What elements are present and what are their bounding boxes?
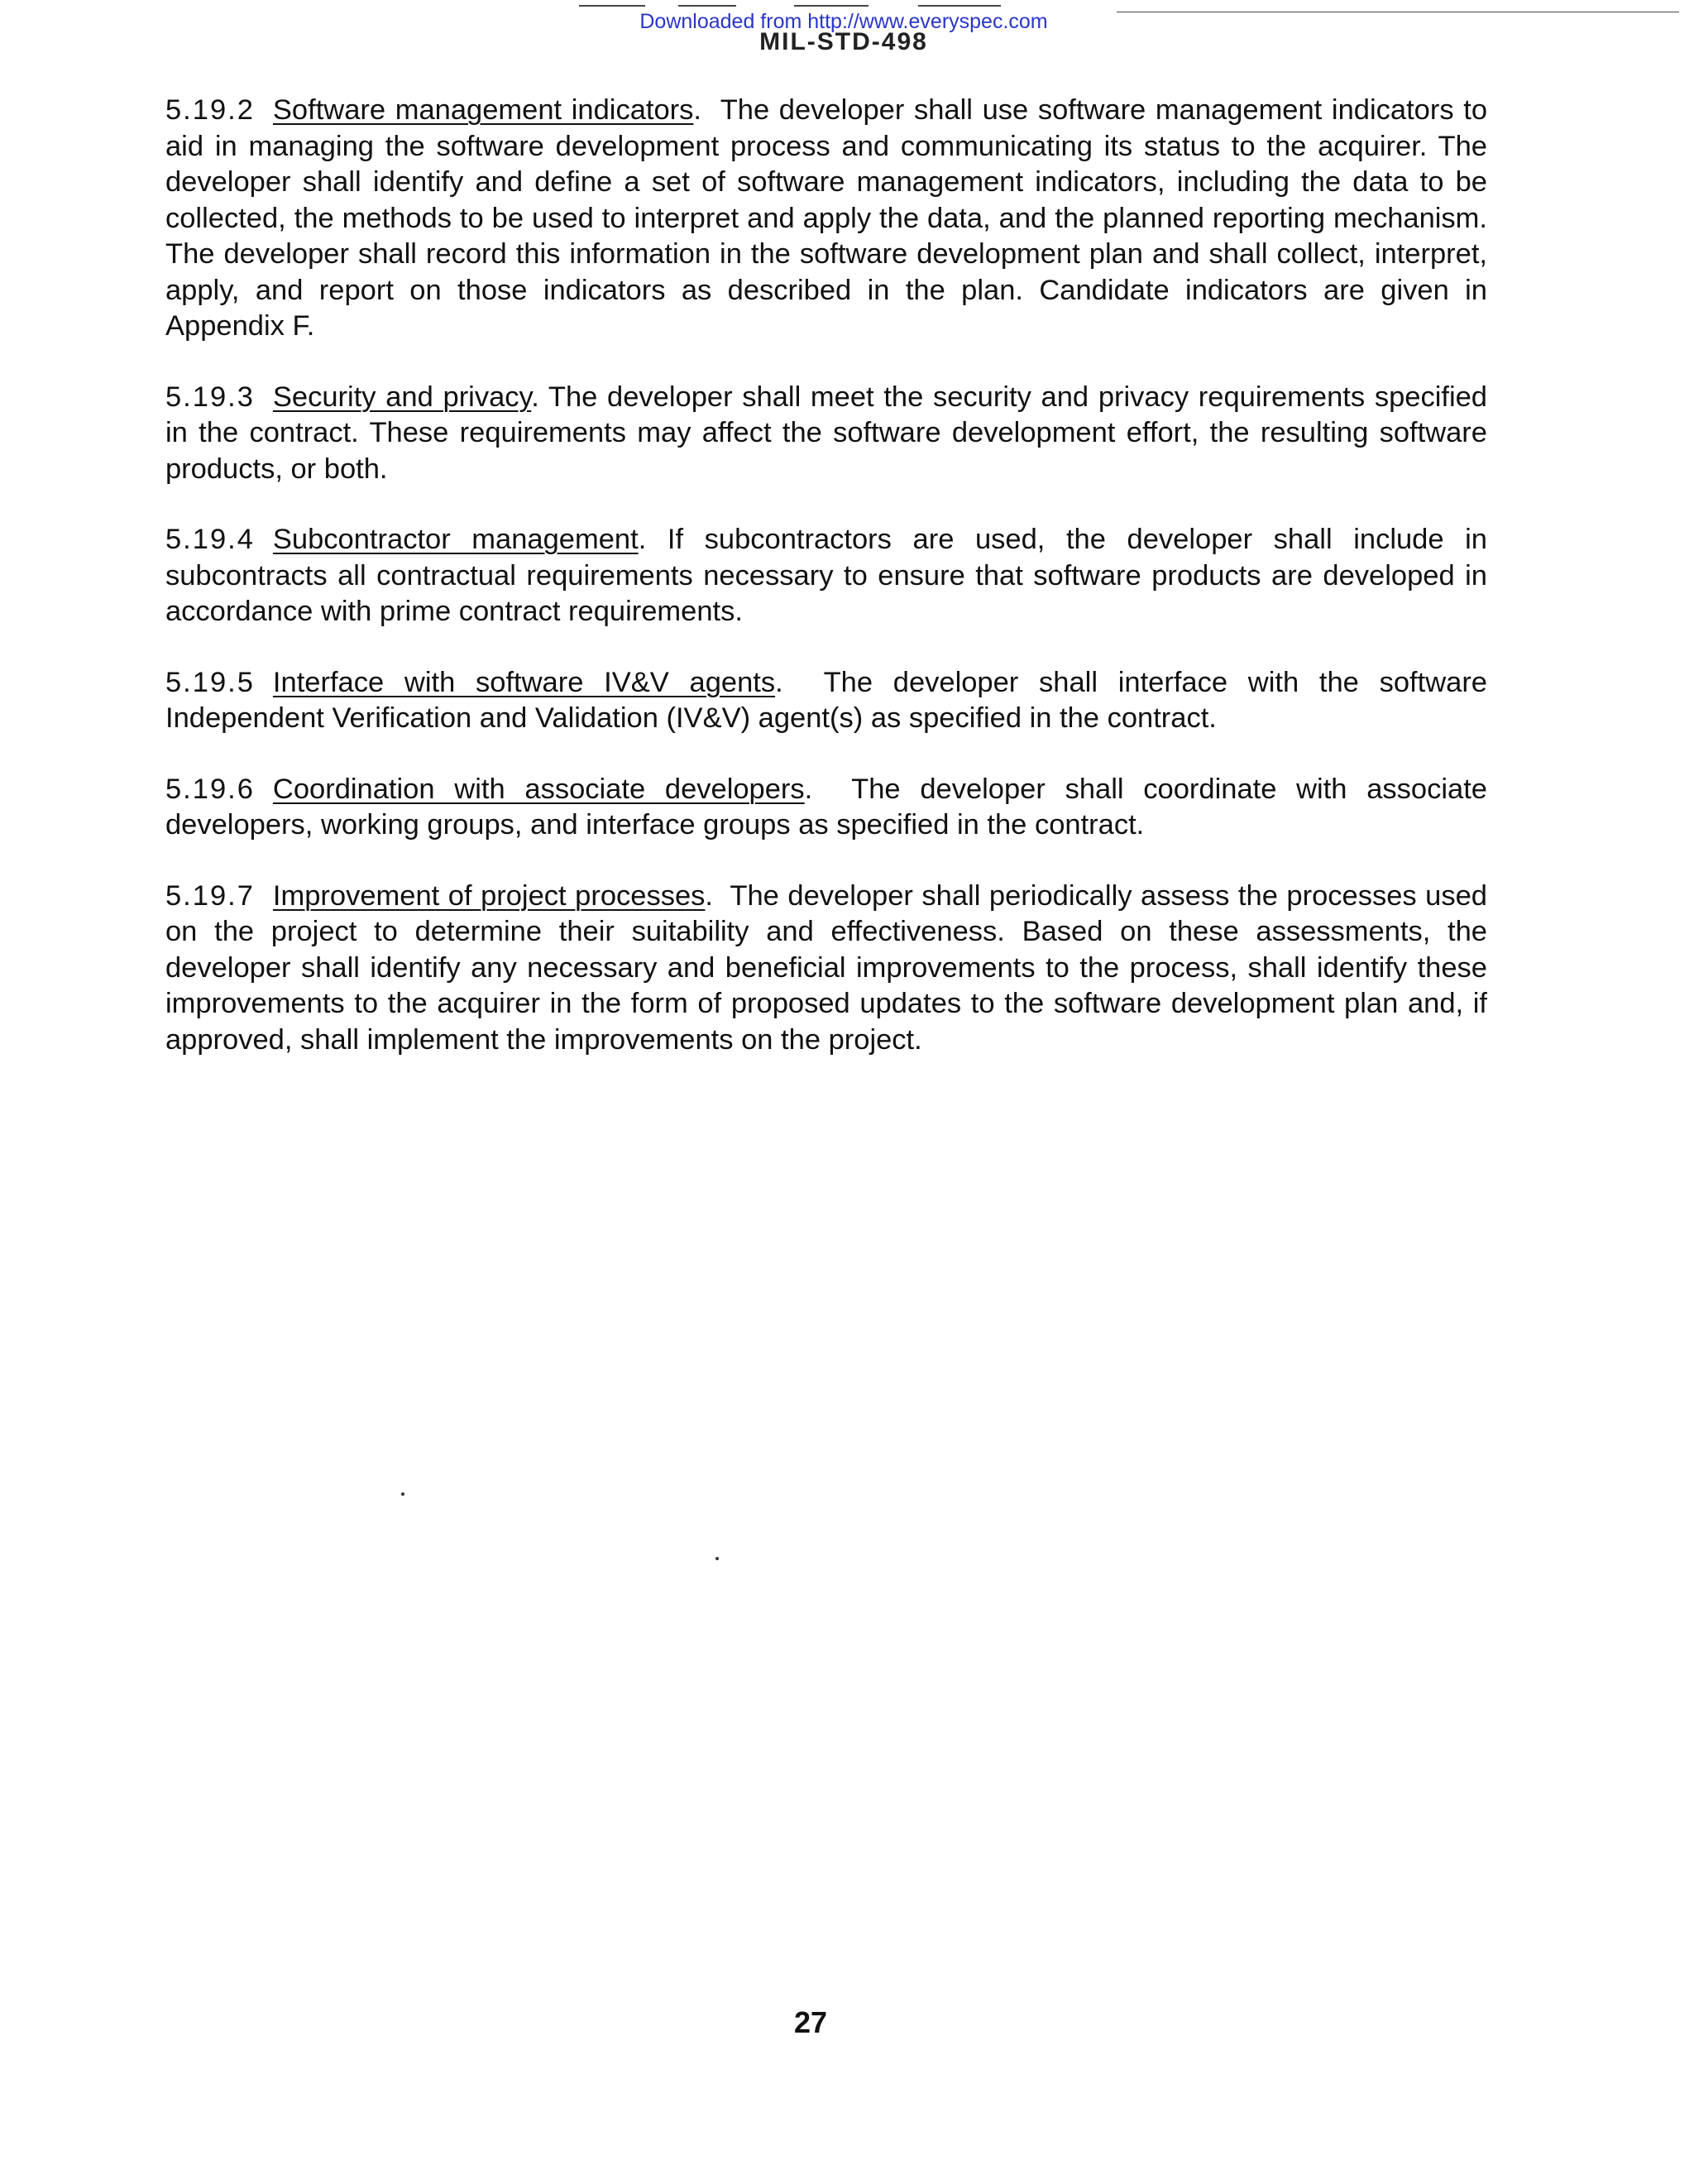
section-heading: Improvement of project processes	[272, 879, 706, 912]
page-number: 27	[793, 2005, 828, 2039]
section-heading: Software management indicators	[272, 94, 694, 126]
document-number: MIL-STD-498	[759, 28, 928, 55]
paragraph-5-19-6: 5.19.6 Coordination with associate developers. The developer shall coordinate with associate developers, working groups, and interface groups as specified in the contract.	[165, 773, 1487, 841]
paragraph-5-19-4: 5.19.4 Subcontractor management. If subcontractors are used, the developer shall include in subcontracts all contractual requirements necessary to ensure that software products are developed in accordance with prime contract requirements.	[165, 524, 1487, 627]
section-body: The developer shall coordinate with associate developers, working groups, and interface groups as specified in the contract.	[165, 773, 1487, 841]
header-rule	[918, 5, 1001, 7]
section-number: 5.19.3	[165, 381, 255, 413]
section-body: The developer shall meet the security and privacy requirements specified in the contract. These requirements may affect the software development effort, the resulting software products, or both.	[165, 381, 1487, 485]
header-rule	[678, 5, 736, 7]
scan-speck	[401, 1492, 404, 1496]
section-body: If subcontractors are used, the developer shall include in subcontracts all contractual requirements necessary to ensure that software products are developed in accordance with prime contract requirements.	[165, 524, 1487, 627]
section-heading: Security and privacy	[272, 381, 532, 413]
section-number: 5.19.5	[165, 666, 255, 698]
download-watermark[interactable]: Downloaded from http://www.everyspec.com	[639, 10, 1048, 33]
section-body: The developer shall periodically assess the processes used on the project to determine their suitability and effectiveness. Based on these assessments, the developer shall identify any necessary and beneficial improvements to the process, shall identify these improvements to the acquirer in the form of proposed updates to the software development plan and, if approved, shall implement the improvements on the project.	[165, 879, 1487, 1056]
section-number: 5.19.6	[165, 773, 255, 805]
header-rule	[579, 5, 645, 7]
paragraph-5-19-2: 5.19.2 Software management indicators. The developer shall use software management indicators to aid in managing the software development process and communicating its status to the acquirer. The developer shall identify and define a set of software management indicators, including the data to be collected, the methods to be used to interpret and apply the data, and the planned reporting mechanism. The developer shall record this information in the software development plan and shall collect, interpret, apply, and report on those indicators as described in the plan. Candidate indicators are given in Appendix F.	[165, 94, 1487, 342]
section-number: 5.19.7	[165, 879, 255, 912]
section-heading: Interface with software IV&V agents	[272, 666, 776, 698]
paragraph-5-19-7: 5.19.7 Improvement of project processes. The developer shall periodically assess the processes used on the project to determine their suitability and effectiveness. Based on these assessments, the developer shall identify any necessary and beneficial improvements to the process, shall identify these improvements to the acquirer in the form of proposed updates to the software development plan and, if approved, shall implement the improvements on the project.	[165, 879, 1487, 1056]
scan-speck	[715, 1557, 719, 1560]
paragraph-5-19-5: 5.19.5 Interface with software IV&V agents. The developer shall interface with the software Independent Verification and Validation (IV&V) agent(s) as specified in the contract.	[165, 666, 1487, 734]
document-body	[165, 93, 1487, 1093]
section-number: 5.19.2	[165, 94, 255, 126]
section-number: 5.19.4	[165, 524, 255, 555]
section-body: The developer shall interface with the software Independent Verification and Validation (IV&V) agent(s) as specified in the contract.	[165, 666, 1487, 734]
header-rule	[794, 5, 869, 7]
section-body: The developer shall use software management indicators to aid in managing the software development process and communicating its status to the acquirer. The developer shall identify and define a set of software management indicators, including the data to be collected, the methods to be used to interpret and apply the data, and the planned reporting mechanism. The developer shall record this information in the software development plan and shall collect, interpret, apply, and report on those indicators as described in the plan. Candidate indicators are given in Appendix F.	[165, 94, 1487, 342]
section-heading: Subcontractor management	[272, 524, 639, 555]
paragraph-5-19-3: 5.19.3 Security and privacy. The developer shall meet the security and privacy requirements specified in the contract. These requirements may affect the software development effort, the resulting software products, or both.	[165, 381, 1487, 485]
section-heading: Coordination with associate developers	[272, 773, 805, 805]
